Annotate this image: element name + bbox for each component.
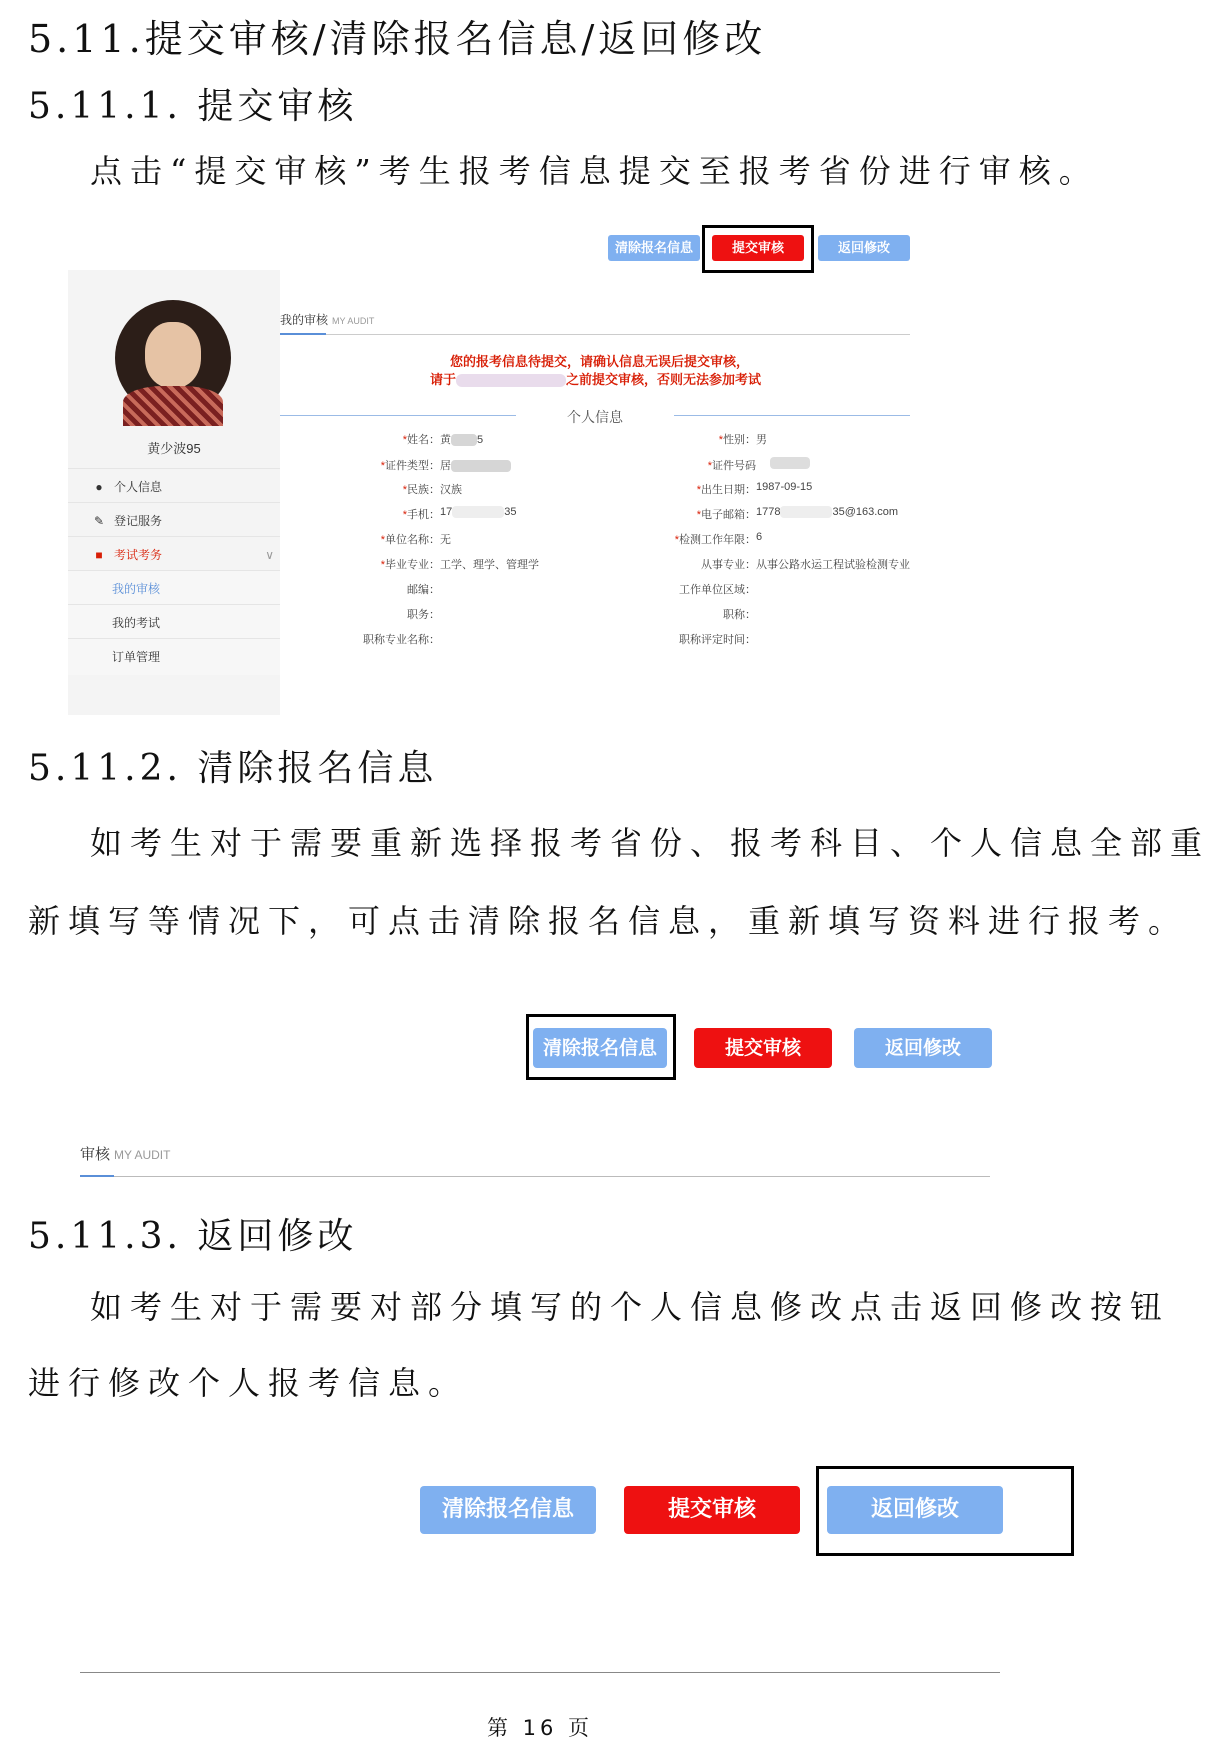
field-employer-value: 无 [440, 534, 451, 546]
field-gender-value: 男 [756, 434, 767, 446]
section-heading-5-11-3: 5.11.3. 返回修改 [28, 1216, 358, 1257]
field-gender: *性别： [718, 434, 756, 446]
field-email-value: 1778 35@163.com [756, 506, 899, 518]
paragraph-back-line-1: 如考生对于需要对部分填写的个人信息修改点击返回修改按钮 [90, 1288, 1171, 1326]
clear-registration-button[interactable]: 清除报名信息 [608, 235, 700, 261]
field-id-number: *证件号码 [707, 460, 756, 472]
field-ethnicity: *民族： [402, 484, 440, 496]
edit-icon: ✎ [93, 514, 105, 528]
warning-line-2: 请于 之前提交审核，否则无法参加考试 [430, 372, 762, 387]
return-edit-button[interactable]: 返回修改 [818, 235, 910, 261]
field-position: 职务： [407, 609, 440, 621]
field-title: 职称： [723, 609, 756, 621]
paragraph-clear-line-2: 新填写等情况下，可点击清除报名信息，重新填写资料进行报考。 [28, 902, 1189, 940]
field-ethnicity-value: 汉族 [440, 484, 462, 496]
sidebar-item-my-exams[interactable]: 我的考试 [68, 604, 280, 641]
highlight-frame-2 [526, 1014, 676, 1080]
return-edit-button-2[interactable]: 返回修改 [854, 1028, 992, 1068]
field-id-number-value [770, 457, 810, 469]
sidebar-item-my-audit[interactable]: 我的审核 [68, 570, 280, 607]
clear-registration-button-2[interactable]: 清除报名信息 [533, 1028, 667, 1068]
field-phone-value: 17 35 [440, 506, 517, 518]
field-postcode: 邮编： [407, 584, 440, 596]
field-work-region: 工作单位区域： [679, 584, 756, 596]
tab-audit[interactable]: 审核 MY AUDIT [80, 1146, 171, 1163]
field-name-value: 黄 5 [440, 434, 484, 446]
field-birthdate: *出生日期： [696, 484, 756, 496]
field-profession-value: 从事公路水运工程试验检测专业 [756, 559, 910, 571]
return-edit-button-3[interactable]: 返回修改 [827, 1486, 1003, 1534]
exam-icon: ■ [95, 548, 103, 562]
avatar [115, 300, 231, 416]
sidebar-item-personal-info[interactable]: ● 个人信息 [68, 468, 280, 505]
field-birthdate-value: 1987-09-15 [756, 481, 813, 493]
field-title-major: 职称专业名称： [363, 634, 440, 646]
field-major-value: 工学、理学、管理学 [440, 559, 539, 571]
field-employer: *单位名称： [380, 534, 440, 546]
tab-underline-2 [80, 1176, 990, 1177]
section-heading-5-11-1: 5.11.1. 提交审核 [28, 86, 358, 127]
paragraph-back-line-2: 进行修改个人报考信息。 [28, 1364, 469, 1402]
field-title-date: 职称评定时间： [679, 634, 756, 646]
footer-divider [80, 1672, 1000, 1673]
field-major: *毕业专业： [380, 559, 440, 571]
username: 黄少波95 [147, 441, 201, 456]
field-profession: 从事专业： [701, 559, 756, 571]
tab-active-indicator-2 [80, 1175, 114, 1177]
sidebar-item-registration-service[interactable]: ✎ 登记服务 [68, 502, 280, 539]
field-name: *姓名： [402, 434, 440, 446]
submit-audit-button-3[interactable]: 提交审核 [624, 1486, 800, 1534]
clear-registration-button-3[interactable]: 清除报名信息 [420, 1486, 596, 1534]
divider-left [280, 415, 516, 416]
tab-underline [280, 334, 910, 335]
field-id-type: *证件类型： [380, 460, 440, 472]
paragraph-submit-audit: 点击“提交审核”考生报考信息提交至报考省份进行审核。 [90, 152, 1099, 190]
field-id-type-value: 居 [440, 457, 511, 473]
sidebar-item-exam-affairs[interactable]: ■ 考试考务 ∨ [68, 536, 280, 573]
user-sidebar [68, 270, 280, 715]
user-icon: ● [95, 480, 103, 494]
sidebar-item-orders[interactable]: 订单管理 [68, 638, 280, 675]
submit-audit-button-2[interactable]: 提交审核 [694, 1028, 832, 1068]
field-work-years-value: 6 [756, 531, 763, 543]
field-phone: *手机： [402, 509, 440, 521]
paragraph-clear-line-1: 如考生对于需要重新选择报考省份、报考科目、个人信息全部重 [90, 824, 1210, 862]
chevron-down-icon: ∨ [265, 548, 274, 562]
highlight-frame [702, 225, 814, 273]
field-email: *电子邮箱： [696, 509, 756, 521]
personal-info-title: 个人信息 [567, 409, 623, 425]
page-number: 第 16 页 [486, 1716, 594, 1740]
submit-audit-button[interactable]: 提交审核 [712, 235, 804, 261]
tab-active-indicator [280, 333, 326, 335]
warning-line-1: 您的报考信息待提交，请确认信息无误后提交审核， [450, 354, 750, 369]
section-heading-5-11-2: 5.11.2. 清除报名信息 [28, 748, 438, 789]
divider-right [674, 415, 910, 416]
field-work-years: *检测工作年限： [674, 534, 756, 546]
section-heading-5-11: 5.11.提交审核/清除报名信息/返回修改 [28, 17, 767, 61]
audit-page-screenshot [60, 240, 1020, 715]
highlight-frame-3 [816, 1466, 1074, 1556]
tab-my-audit[interactable]: 我的审核 MY AUDIT [280, 313, 375, 327]
